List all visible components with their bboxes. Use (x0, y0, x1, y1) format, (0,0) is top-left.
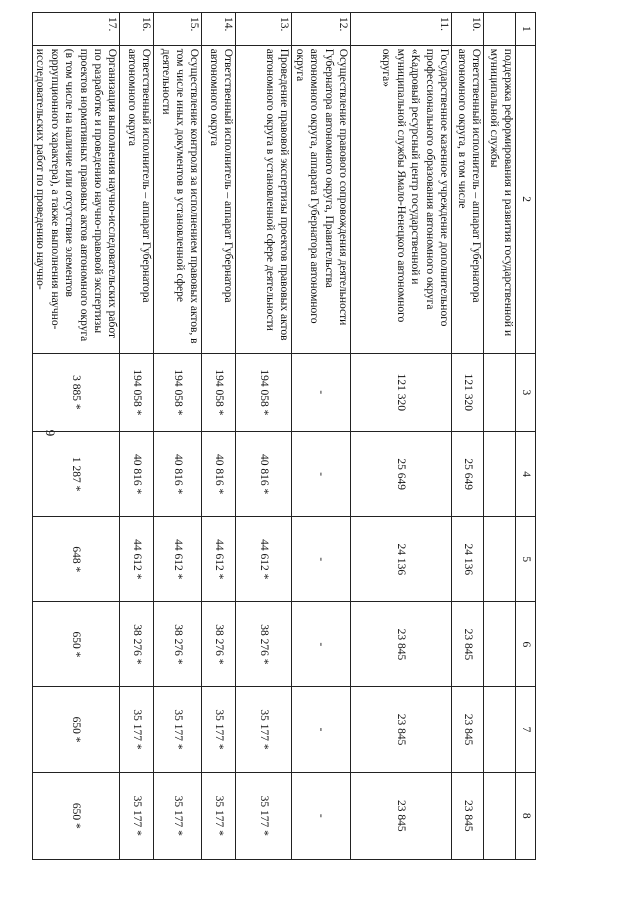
value-cell: 3 885 * (32, 353, 119, 432)
value-cell: 25 649 (452, 432, 484, 517)
value-cell: 23 845 (452, 687, 484, 772)
header-cell: 1 (516, 13, 536, 46)
row-number: 10. (452, 13, 484, 46)
value-cell: 24 136 (452, 517, 484, 602)
value-cell: 1 287 * (32, 432, 119, 517)
value-cell: - (292, 602, 351, 687)
value-cell: 35 177 * (154, 772, 202, 859)
row-description: Осуществление контроля за исполнением правовых актов, в том числе иных документов в установленной сфере деятельности (154, 45, 202, 353)
value-cell: - (292, 432, 351, 517)
table-row (32, 13, 119, 860)
value-cell: - (292, 517, 351, 602)
value-cell: 23 845 (351, 602, 452, 687)
value-cell: 38 276 * (154, 602, 202, 687)
value-cell: 40 816 * (120, 432, 154, 517)
row-number: 15. (154, 13, 202, 46)
value-cell: 650 * (32, 687, 119, 772)
header-cell: 8 (516, 772, 536, 859)
row-description: Ответственный исполнитель – аппарат Губернатора автономного округа (202, 45, 236, 353)
value-cell (484, 432, 516, 517)
page-number: 9 (43, 429, 58, 437)
value-cell: - (292, 353, 351, 432)
value-cell: 194 058 * (202, 353, 236, 432)
value-cell: 648 * (32, 517, 119, 602)
value-cell (484, 353, 516, 432)
value-cell: 121 320 (452, 353, 484, 432)
value-cell: 40 816 * (202, 432, 236, 517)
value-cell: 23 845 (351, 687, 452, 772)
header-cell: 7 (516, 687, 536, 772)
value-cell: - (292, 687, 351, 772)
table-row (292, 13, 351, 860)
value-cell: 35 177 * (154, 687, 202, 772)
value-cell: 194 058 * (236, 353, 292, 432)
value-cell: 650 * (32, 602, 119, 687)
table-row (236, 13, 292, 860)
value-cell: 35 177 * (236, 687, 292, 772)
value-cell: 38 276 * (236, 602, 292, 687)
value-cell: 35 177 * (236, 772, 292, 859)
row-number (484, 13, 516, 46)
value-cell: 23 845 (452, 602, 484, 687)
row-number: 16. (120, 13, 154, 46)
value-cell: 24 136 (351, 517, 452, 602)
value-cell: 40 816 * (154, 432, 202, 517)
table-row (120, 13, 154, 860)
row-number: 12. (292, 13, 351, 46)
row-description: Ответственный исполнитель – аппарат Губернатора автономного округа (120, 45, 154, 353)
row-number: 11. (351, 13, 452, 46)
value-cell: 35 177 * (202, 772, 236, 859)
table-row (452, 13, 484, 860)
row-description: Ответственный исполнитель – аппарат Губернатора автономного округа, в том числе (452, 45, 484, 353)
value-cell: 44 612 * (120, 517, 154, 602)
header-row (516, 13, 536, 860)
row-description: Организация выполнения научно-исследовательских работ по разработке и проведению научно-правовой экспертизы проектов нормативных правовых актов автономного округа (в том числе на наличие или отсутствие элементов коррупционного характера), а также выполнения научно-исследовательских работ по проведению научно- (32, 45, 119, 353)
header-cell: 5 (516, 517, 536, 602)
row-number: 13. (236, 13, 292, 46)
header-cell: 2 (516, 45, 536, 353)
row-number: 14. (202, 13, 236, 46)
table-row (351, 13, 452, 860)
value-cell: 650 * (32, 772, 119, 859)
value-cell: 194 058 * (120, 353, 154, 432)
value-cell: 44 612 * (154, 517, 202, 602)
value-cell: 23 845 (452, 772, 484, 859)
value-cell: 25 649 (351, 432, 452, 517)
budget-table (32, 12, 536, 860)
value-cell: 23 845 (351, 772, 452, 859)
header-cell: 3 (516, 353, 536, 432)
value-cell (484, 602, 516, 687)
row-number: 17. (32, 13, 119, 46)
value-cell: 44 612 * (202, 517, 236, 602)
value-cell (484, 687, 516, 772)
value-cell: 35 177 * (202, 687, 236, 772)
value-cell: 38 276 * (120, 602, 154, 687)
value-cell: 38 276 * (202, 602, 236, 687)
table-row (484, 13, 516, 860)
header-cell: 4 (516, 432, 536, 517)
value-cell (484, 517, 516, 602)
table-row (202, 13, 236, 860)
row-description: Государственное казенное учреждение дополнительного профессионального образования автономного округа «Кадровый ресурсный центр государственной и муниципальной службы Ямало-Ненецкого автономного округа» (351, 45, 452, 353)
value-cell (484, 772, 516, 859)
row-description: Проведение правовой экспертизы проектов правовых актов автономного округа в установленной сфере деятельности (236, 45, 292, 353)
table-row (154, 13, 202, 860)
header-cell: 6 (516, 602, 536, 687)
value-cell: - (292, 772, 351, 859)
value-cell: 40 816 * (236, 432, 292, 517)
rotated-table-container (34, 12, 536, 860)
value-cell: 121 320 (351, 353, 452, 432)
row-description: Осуществление правового сопровождения деятельности Губернатора автономного округа, Правительства автономного округа, аппарата Губернатора автономного округа (292, 45, 351, 353)
row-description: поддержка реформирования и развития государственной и муниципальной службы (484, 45, 516, 353)
value-cell: 194 058 * (154, 353, 202, 432)
value-cell: 35 177 * (120, 687, 154, 772)
value-cell: 35 177 * (120, 772, 154, 859)
value-cell: 44 612 * (236, 517, 292, 602)
